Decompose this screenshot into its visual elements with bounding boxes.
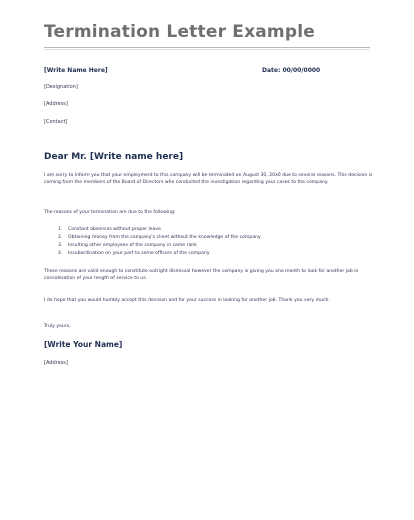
document-title: Termination Letter Example — [44, 22, 315, 42]
salutation: Dear Mr. [Write name here] — [44, 152, 184, 162]
list-item: 2. Obtaining money from the company's client without the knowledge of the company — [58, 235, 261, 240]
sender-address: [Address] — [44, 101, 68, 107]
title-underline-shadow — [44, 49, 370, 50]
signature-name: [Write Your Name] — [44, 340, 123, 349]
reasons-list — [58, 226, 358, 258]
valediction: Truly yours, — [44, 324, 71, 329]
letter-date: Date: 00/00/0000 — [262, 67, 321, 74]
sender-designation: [Designation] — [44, 84, 78, 90]
title-underline — [44, 47, 370, 48]
paragraph-reasons-intro: The reasons of your termination are due to the following: — [44, 210, 176, 215]
list-item: 3. Insulting other employees of the company in same rank — [58, 243, 197, 248]
signature-address: [Address] — [44, 360, 68, 366]
list-item: 1. Constant absences without proper leave — [58, 227, 161, 232]
list-item: 4. Insubordination on your part to some officers of the company — [58, 251, 210, 256]
paragraph-dismissal: These reasons are valid enough to constitute outright dismissal however the company is giving you one month to look for another job in consideration of your length of service to us. — [44, 269, 359, 282]
paragraph-intro: I am sorry to inform you that your employment to this company will be terminated on August 30, 20x0 due to several reasons. This decision is coming from the members of the Board of Directors who conducted the investigation regarding your cases to the company. — [44, 173, 373, 186]
paragraph-closing: I do hope that you would humbly accept this decision and for your success in looking for another job. Thank you very much. — [44, 298, 330, 303]
sender-contact: [Contact] — [44, 119, 68, 125]
sender-name: [Write Name Here] — [44, 67, 108, 74]
